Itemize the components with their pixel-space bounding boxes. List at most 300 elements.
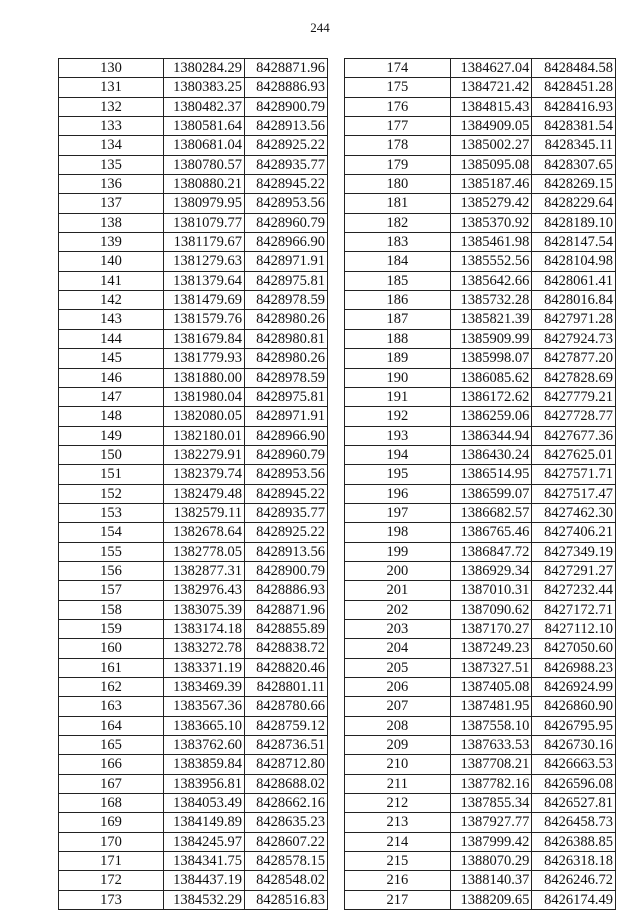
y-coordinate-cell: 8428801.11 <box>245 678 328 697</box>
y-coordinate-cell: 8428971.91 <box>245 407 328 426</box>
y-coordinate-cell: 8428416.93 <box>532 97 616 116</box>
x-coordinate-cell: 1381679.84 <box>164 329 245 348</box>
point-number-cell: 146 <box>59 368 164 387</box>
point-number-cell: 181 <box>345 194 451 213</box>
table-row <box>345 271 616 290</box>
point-number-cell: 145 <box>59 349 164 368</box>
point-number-cell: 182 <box>345 213 451 232</box>
y-coordinate-cell: 8427677.36 <box>532 426 616 445</box>
y-coordinate-cell: 8427462.30 <box>532 503 616 522</box>
y-coordinate-cell: 8428548.02 <box>245 871 328 890</box>
x-coordinate-cell: 1383762.60 <box>164 736 245 755</box>
table-row <box>345 871 616 890</box>
x-coordinate-cell: 1386085.62 <box>450 368 532 387</box>
point-number-cell: 191 <box>345 387 451 406</box>
table-row <box>345 117 616 136</box>
point-number-cell: 185 <box>345 271 451 290</box>
x-coordinate-cell: 1386929.34 <box>450 561 532 580</box>
point-number-cell: 189 <box>345 349 451 368</box>
point-number-cell: 197 <box>345 503 451 522</box>
x-coordinate-cell: 1381479.69 <box>164 291 245 310</box>
table-row <box>59 368 328 387</box>
table-row <box>345 503 616 522</box>
x-coordinate-cell: 1380383.25 <box>164 78 245 97</box>
table-row <box>345 310 616 329</box>
point-number-cell: 175 <box>345 78 451 97</box>
y-coordinate-cell: 8428900.79 <box>245 561 328 580</box>
y-coordinate-cell: 8428886.93 <box>245 581 328 600</box>
table-row <box>345 155 616 174</box>
table-row <box>59 78 328 97</box>
point-number-cell: 199 <box>345 542 451 561</box>
y-coordinate-cell: 8428855.89 <box>245 619 328 638</box>
x-coordinate-cell: 1382479.48 <box>164 484 245 503</box>
y-coordinate-cell: 8428913.56 <box>245 117 328 136</box>
x-coordinate-cell: 1382678.64 <box>164 523 245 542</box>
table-row <box>59 194 328 213</box>
y-coordinate-cell: 8426596.08 <box>532 774 616 793</box>
y-coordinate-cell: 8428925.22 <box>245 523 328 542</box>
table-row <box>59 252 328 271</box>
x-coordinate-cell: 1383469.39 <box>164 678 245 697</box>
coordinates-table-right <box>344 58 616 910</box>
y-coordinate-cell: 8427924.73 <box>532 329 616 348</box>
point-number-cell: 179 <box>345 155 451 174</box>
y-coordinate-cell: 8428759.12 <box>245 716 328 735</box>
point-number-cell: 132 <box>59 97 164 116</box>
y-coordinate-cell: 8427877.20 <box>532 349 616 368</box>
point-number-cell: 177 <box>345 117 451 136</box>
y-coordinate-cell: 8427172.71 <box>532 600 616 619</box>
point-number-cell: 207 <box>345 697 451 716</box>
x-coordinate-cell: 1385370.92 <box>450 213 532 232</box>
point-number-cell: 178 <box>345 136 451 155</box>
y-coordinate-cell: 8428229.64 <box>532 194 616 213</box>
x-coordinate-cell: 1386847.72 <box>450 542 532 561</box>
x-coordinate-cell: 1381079.77 <box>164 213 245 232</box>
point-number-cell: 136 <box>59 175 164 194</box>
y-coordinate-cell: 8426458.73 <box>532 813 616 832</box>
x-coordinate-cell: 1384627.04 <box>450 59 532 78</box>
y-coordinate-cell: 8427232.44 <box>532 581 616 600</box>
table-row <box>345 445 616 464</box>
x-coordinate-cell: 1383075.39 <box>164 600 245 619</box>
table-row <box>59 407 328 426</box>
point-number-cell: 138 <box>59 213 164 232</box>
table-row <box>59 349 328 368</box>
y-coordinate-cell: 8428953.56 <box>245 194 328 213</box>
y-coordinate-cell: 8428516.83 <box>245 890 328 909</box>
x-coordinate-cell: 1385095.08 <box>450 155 532 174</box>
x-coordinate-cell: 1383174.18 <box>164 619 245 638</box>
x-coordinate-cell: 1381579.76 <box>164 310 245 329</box>
point-number-cell: 174 <box>345 59 451 78</box>
table-row <box>59 155 328 174</box>
point-number-cell: 217 <box>345 890 451 909</box>
y-coordinate-cell: 8428960.79 <box>245 213 328 232</box>
x-coordinate-cell: 1386599.07 <box>450 484 532 503</box>
table-row <box>59 484 328 503</box>
table-row <box>345 852 616 871</box>
point-number-cell: 133 <box>59 117 164 136</box>
point-number-cell: 166 <box>59 755 164 774</box>
y-coordinate-cell: 8428345.11 <box>532 136 616 155</box>
y-coordinate-cell: 8428971.91 <box>245 252 328 271</box>
y-coordinate-cell: 8428016.84 <box>532 291 616 310</box>
y-coordinate-cell: 8428688.02 <box>245 774 328 793</box>
point-number-cell: 172 <box>59 871 164 890</box>
x-coordinate-cell: 1382279.91 <box>164 445 245 464</box>
table-row <box>59 678 328 697</box>
y-coordinate-cell: 8428635.23 <box>245 813 328 832</box>
table-row <box>345 600 616 619</box>
y-coordinate-cell: 8428966.90 <box>245 426 328 445</box>
table-row <box>59 465 328 484</box>
y-coordinate-cell: 8428945.22 <box>245 175 328 194</box>
y-coordinate-cell: 8426730.16 <box>532 736 616 755</box>
point-number-cell: 211 <box>345 774 451 793</box>
x-coordinate-cell: 1387999.42 <box>450 832 532 851</box>
x-coordinate-cell: 1387170.27 <box>450 619 532 638</box>
point-number-cell: 168 <box>59 794 164 813</box>
point-number-cell: 141 <box>59 271 164 290</box>
y-coordinate-cell: 8428945.22 <box>245 484 328 503</box>
point-number-cell: 209 <box>345 736 451 755</box>
x-coordinate-cell: 1385461.98 <box>450 233 532 252</box>
point-number-cell: 158 <box>59 600 164 619</box>
table-row <box>345 813 616 832</box>
y-coordinate-cell: 8427828.69 <box>532 368 616 387</box>
y-coordinate-cell: 8427728.77 <box>532 407 616 426</box>
x-coordinate-cell: 1386344.94 <box>450 426 532 445</box>
point-number-cell: 215 <box>345 852 451 871</box>
table-row <box>59 755 328 774</box>
x-coordinate-cell: 1386259.06 <box>450 407 532 426</box>
point-number-cell: 212 <box>345 794 451 813</box>
table-row <box>345 387 616 406</box>
point-number-cell: 188 <box>345 329 451 348</box>
x-coordinate-cell: 1387481.95 <box>450 697 532 716</box>
x-coordinate-cell: 1387927.77 <box>450 813 532 832</box>
point-number-cell: 205 <box>345 658 451 677</box>
y-coordinate-cell: 8427571.71 <box>532 465 616 484</box>
point-number-cell: 131 <box>59 78 164 97</box>
point-number-cell: 196 <box>345 484 451 503</box>
point-number-cell: 134 <box>59 136 164 155</box>
table-row <box>59 542 328 561</box>
table-row <box>59 271 328 290</box>
table-row <box>345 407 616 426</box>
point-number-cell: 143 <box>59 310 164 329</box>
table-row <box>59 59 328 78</box>
table-row <box>59 774 328 793</box>
point-number-cell: 155 <box>59 542 164 561</box>
table-row <box>59 136 328 155</box>
point-number-cell: 214 <box>345 832 451 851</box>
y-coordinate-cell: 8428484.58 <box>532 59 616 78</box>
point-number-cell: 201 <box>345 581 451 600</box>
table-row <box>345 755 616 774</box>
y-coordinate-cell: 8427406.21 <box>532 523 616 542</box>
y-coordinate-cell: 8428980.81 <box>245 329 328 348</box>
point-number-cell: 137 <box>59 194 164 213</box>
point-number-cell: 202 <box>345 600 451 619</box>
point-number-cell: 161 <box>59 658 164 677</box>
table-row <box>59 310 328 329</box>
x-coordinate-cell: 1380780.57 <box>164 155 245 174</box>
x-coordinate-cell: 1388070.29 <box>450 852 532 871</box>
x-coordinate-cell: 1388140.37 <box>450 871 532 890</box>
x-coordinate-cell: 1387090.62 <box>450 600 532 619</box>
point-number-cell: 184 <box>345 252 451 271</box>
point-number-cell: 139 <box>59 233 164 252</box>
x-coordinate-cell: 1387558.10 <box>450 716 532 735</box>
x-coordinate-cell: 1382976.43 <box>164 581 245 600</box>
x-coordinate-cell: 1385909.99 <box>450 329 532 348</box>
point-number-cell: 154 <box>59 523 164 542</box>
point-number-cell: 160 <box>59 639 164 658</box>
table-row <box>59 387 328 406</box>
x-coordinate-cell: 1387010.31 <box>450 581 532 600</box>
x-coordinate-cell: 1385002.27 <box>450 136 532 155</box>
table-row <box>345 465 616 484</box>
x-coordinate-cell: 1381279.63 <box>164 252 245 271</box>
x-coordinate-cell: 1385279.42 <box>450 194 532 213</box>
point-number-cell: 186 <box>345 291 451 310</box>
x-coordinate-cell: 1384532.29 <box>164 890 245 909</box>
y-coordinate-cell: 8428925.22 <box>245 136 328 155</box>
y-coordinate-cell: 8428451.28 <box>532 78 616 97</box>
table-row <box>59 639 328 658</box>
point-number-cell: 163 <box>59 697 164 716</box>
table-row <box>345 97 616 116</box>
y-coordinate-cell: 8428900.79 <box>245 97 328 116</box>
y-coordinate-cell: 8426527.81 <box>532 794 616 813</box>
point-number-cell: 204 <box>345 639 451 658</box>
table-row <box>59 561 328 580</box>
x-coordinate-cell: 1384437.19 <box>164 871 245 890</box>
table-row <box>345 890 616 909</box>
y-coordinate-cell: 8428975.81 <box>245 271 328 290</box>
point-number-cell: 156 <box>59 561 164 580</box>
table-row <box>59 329 328 348</box>
x-coordinate-cell: 1382778.05 <box>164 542 245 561</box>
y-coordinate-cell: 8427050.60 <box>532 639 616 658</box>
point-number-cell: 140 <box>59 252 164 271</box>
x-coordinate-cell: 1382080.05 <box>164 407 245 426</box>
y-coordinate-cell: 8428820.46 <box>245 658 328 677</box>
x-coordinate-cell: 1384909.05 <box>450 117 532 136</box>
table-row <box>345 542 616 561</box>
point-number-cell: 159 <box>59 619 164 638</box>
point-number-cell: 183 <box>345 233 451 252</box>
x-coordinate-cell: 1381980.04 <box>164 387 245 406</box>
x-coordinate-cell: 1383272.78 <box>164 639 245 658</box>
y-coordinate-cell: 8428871.96 <box>245 59 328 78</box>
point-number-cell: 148 <box>59 407 164 426</box>
y-coordinate-cell: 8426246.72 <box>532 871 616 890</box>
x-coordinate-cell: 1382579.11 <box>164 503 245 522</box>
y-coordinate-cell: 8426924.99 <box>532 678 616 697</box>
table-row <box>345 213 616 232</box>
table-row <box>345 678 616 697</box>
y-coordinate-cell: 8428886.93 <box>245 78 328 97</box>
x-coordinate-cell: 1384815.43 <box>450 97 532 116</box>
point-number-cell: 153 <box>59 503 164 522</box>
y-coordinate-cell: 8428712.80 <box>245 755 328 774</box>
point-number-cell: 169 <box>59 813 164 832</box>
y-coordinate-cell: 8426174.49 <box>532 890 616 909</box>
table-row <box>345 349 616 368</box>
x-coordinate-cell: 1384721.42 <box>450 78 532 97</box>
table-row <box>59 736 328 755</box>
point-number-cell: 150 <box>59 445 164 464</box>
x-coordinate-cell: 1386682.57 <box>450 503 532 522</box>
table-row <box>345 581 616 600</box>
x-coordinate-cell: 1381880.00 <box>164 368 245 387</box>
x-coordinate-cell: 1382379.74 <box>164 465 245 484</box>
y-coordinate-cell: 8428104.98 <box>532 252 616 271</box>
table-row <box>345 736 616 755</box>
point-number-cell: 195 <box>345 465 451 484</box>
point-number-cell: 187 <box>345 310 451 329</box>
y-coordinate-cell: 8427971.28 <box>532 310 616 329</box>
x-coordinate-cell: 1380880.21 <box>164 175 245 194</box>
page-number: 244 <box>310 20 330 35</box>
y-coordinate-cell: 8427291.27 <box>532 561 616 580</box>
table-row <box>345 484 616 503</box>
y-coordinate-cell: 8427349.19 <box>532 542 616 561</box>
table-row <box>345 78 616 97</box>
x-coordinate-cell: 1387782.16 <box>450 774 532 793</box>
table-row <box>345 194 616 213</box>
y-coordinate-cell: 8426988.23 <box>532 658 616 677</box>
y-coordinate-cell: 8428269.15 <box>532 175 616 194</box>
y-coordinate-cell: 8428061.41 <box>532 271 616 290</box>
point-number-cell: 164 <box>59 716 164 735</box>
point-number-cell: 180 <box>345 175 451 194</box>
point-number-cell: 208 <box>345 716 451 735</box>
x-coordinate-cell: 1387405.08 <box>450 678 532 697</box>
x-coordinate-cell: 1380284.29 <box>164 59 245 78</box>
table-row <box>59 600 328 619</box>
y-coordinate-cell: 8428913.56 <box>245 542 328 561</box>
table-row <box>59 426 328 445</box>
point-number-cell: 206 <box>345 678 451 697</box>
table-row <box>345 832 616 851</box>
y-coordinate-cell: 8426663.53 <box>532 755 616 774</box>
point-number-cell: 216 <box>345 871 451 890</box>
x-coordinate-cell: 1387855.34 <box>450 794 532 813</box>
y-coordinate-cell: 8428838.72 <box>245 639 328 658</box>
point-number-cell: 149 <box>59 426 164 445</box>
x-coordinate-cell: 1383665.10 <box>164 716 245 735</box>
y-coordinate-cell: 8426795.95 <box>532 716 616 735</box>
table-row <box>59 213 328 232</box>
table-row <box>59 716 328 735</box>
table-row <box>345 368 616 387</box>
table-row <box>59 117 328 136</box>
y-coordinate-cell: 8428780.66 <box>245 697 328 716</box>
y-coordinate-cell: 8428189.10 <box>532 213 616 232</box>
x-coordinate-cell: 1387633.53 <box>450 736 532 755</box>
point-number-cell: 198 <box>345 523 451 542</box>
y-coordinate-cell: 8428578.15 <box>245 852 328 871</box>
x-coordinate-cell: 1385552.56 <box>450 252 532 271</box>
y-coordinate-cell: 8428980.26 <box>245 310 328 329</box>
table-row <box>345 175 616 194</box>
y-coordinate-cell: 8428975.81 <box>245 387 328 406</box>
point-number-cell: 157 <box>59 581 164 600</box>
table-row <box>345 639 616 658</box>
x-coordinate-cell: 1385732.28 <box>450 291 532 310</box>
x-coordinate-cell: 1382877.31 <box>164 561 245 580</box>
x-coordinate-cell: 1380581.64 <box>164 117 245 136</box>
table-row <box>59 581 328 600</box>
point-number-cell: 165 <box>59 736 164 755</box>
y-coordinate-cell: 8428381.54 <box>532 117 616 136</box>
table-row <box>59 890 328 909</box>
y-coordinate-cell: 8428307.65 <box>532 155 616 174</box>
point-number-cell: 135 <box>59 155 164 174</box>
point-number-cell: 151 <box>59 465 164 484</box>
table-row <box>59 794 328 813</box>
table-row <box>345 59 616 78</box>
x-coordinate-cell: 1385187.46 <box>450 175 532 194</box>
y-coordinate-cell: 8427112.10 <box>532 619 616 638</box>
table-row <box>345 561 616 580</box>
y-coordinate-cell: 8428147.54 <box>532 233 616 252</box>
point-number-cell: 176 <box>345 97 451 116</box>
point-number-cell: 162 <box>59 678 164 697</box>
x-coordinate-cell: 1384149.89 <box>164 813 245 832</box>
x-coordinate-cell: 1384341.75 <box>164 852 245 871</box>
y-coordinate-cell: 8427517.47 <box>532 484 616 503</box>
point-number-cell: 193 <box>345 426 451 445</box>
point-number-cell: 167 <box>59 774 164 793</box>
y-coordinate-cell: 8428980.26 <box>245 349 328 368</box>
x-coordinate-cell: 1381779.93 <box>164 349 245 368</box>
x-coordinate-cell: 1382180.01 <box>164 426 245 445</box>
table-row <box>345 619 616 638</box>
table-row <box>345 252 616 271</box>
x-coordinate-cell: 1386514.95 <box>450 465 532 484</box>
y-coordinate-cell: 8426388.85 <box>532 832 616 851</box>
point-number-cell: 190 <box>345 368 451 387</box>
y-coordinate-cell: 8426860.90 <box>532 697 616 716</box>
x-coordinate-cell: 1380681.04 <box>164 136 245 155</box>
x-coordinate-cell: 1384245.97 <box>164 832 245 851</box>
y-coordinate-cell: 8428953.56 <box>245 465 328 484</box>
y-coordinate-cell: 8428960.79 <box>245 445 328 464</box>
x-coordinate-cell: 1383859.84 <box>164 755 245 774</box>
point-number-cell: 210 <box>345 755 451 774</box>
table-row <box>345 697 616 716</box>
table-row <box>59 175 328 194</box>
x-coordinate-cell: 1387249.23 <box>450 639 532 658</box>
table-row <box>59 523 328 542</box>
point-number-cell: 171 <box>59 852 164 871</box>
table-row <box>59 852 328 871</box>
table-row <box>345 523 616 542</box>
x-coordinate-cell: 1385642.66 <box>450 271 532 290</box>
x-coordinate-cell: 1380482.37 <box>164 97 245 116</box>
table-row <box>59 445 328 464</box>
point-number-cell: 192 <box>345 407 451 426</box>
y-coordinate-cell: 8428935.77 <box>245 155 328 174</box>
table-row <box>345 291 616 310</box>
x-coordinate-cell: 1380979.95 <box>164 194 245 213</box>
